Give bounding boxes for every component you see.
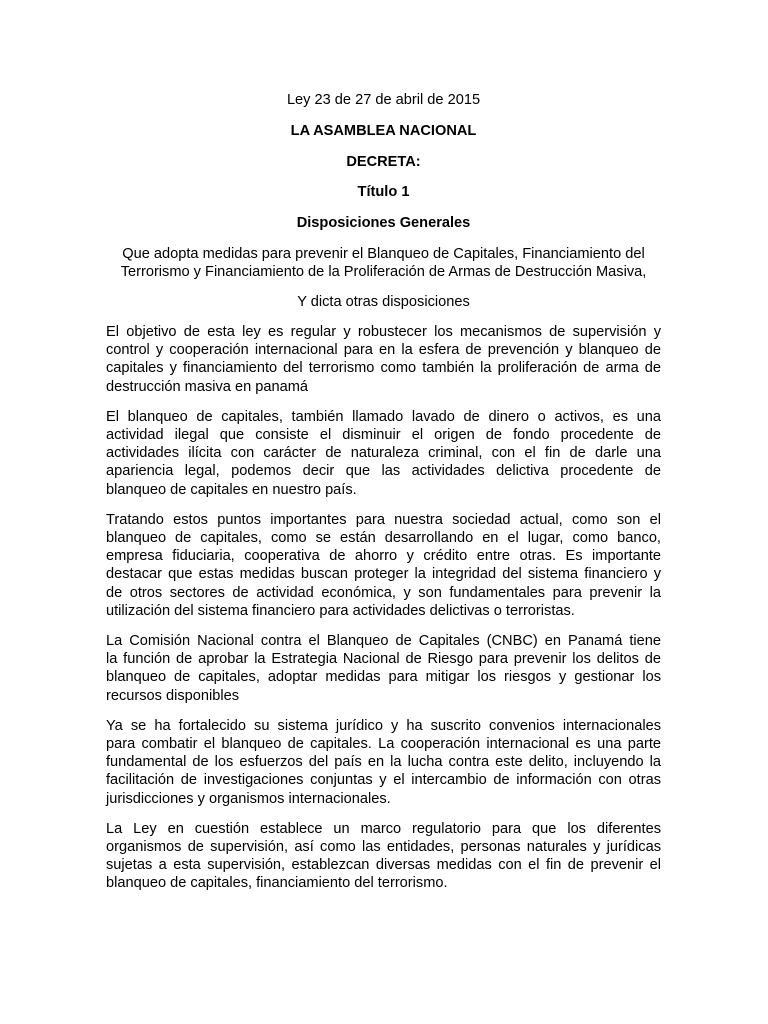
dictates-statement: Y dicta otras disposiciones (297, 294, 470, 310)
paragraph-line: utilización del sistema financiero para actividades delictivas o terroristas. (106, 602, 575, 619)
paragraph-line: blanqueo de capitales, financiamiento del terrorismo. (106, 875, 448, 892)
paragraph-line: empresa fiduciaria, cooperativa de ahorro y crédito entre otras. Es importante (106, 548, 661, 565)
paragraph-cooperation (106, 717, 661, 808)
paragraph-line: capitales y financiamiento del terrorismo como también la proliferación de arma de (106, 360, 661, 377)
paragraph-line: recursos disponibles (106, 687, 240, 704)
paragraph-line: organismos de supervisión, así como las entidades, personas naturales y jurídicas (106, 839, 661, 856)
title-name: Disposiciones Generales (296, 215, 471, 231)
paragraph-line: blanqueo de capitales, como se están desarrollando en el lugar, como banco, (106, 530, 661, 547)
paragraph-objective (106, 323, 661, 396)
paragraph-line: blanqueo de capitales en nuestro país. (106, 481, 357, 498)
paragraph-line: sujetas a esta supervisión, establezcan diversas medidas con el fin de prevenir el (106, 857, 661, 874)
decree-heading: DECRETA: (346, 154, 421, 170)
paragraph-regulatory-framework (106, 820, 661, 893)
paragraph-line: para combatir el blanqueo de capitales. La cooperación internacional es una parte (106, 736, 661, 753)
adopts-line: Que adopta medidas para prevenir el Blanqueo de Capitales, Financiamiento del (122, 246, 645, 262)
paragraph-line: La Comisión Nacional contra el Blanqueo de Capitales (CNBC) en Panamá tiene (106, 633, 661, 650)
paragraph-line: blanqueo de capitales, adoptar medidas para mitigar los riesgos y gestionar los (106, 669, 661, 686)
paragraph-line: de otros sectores de actividad económica, y son fundamentales para prevenir la (106, 584, 661, 601)
adopts-line: Terrorismo y Financiamiento de la Proliferación de Armas de Destrucción Masiva, (120, 264, 647, 280)
paragraph-line: El blanqueo de capitales, también llamado lavado de dinero o activos, es una (106, 408, 661, 425)
paragraph-line: jurisdicciones y organismos internacionales. (106, 790, 391, 807)
assembly-heading: LA ASAMBLEA NACIONAL (290, 123, 477, 139)
paragraph-line: La Ley en cuestión establece un marco regulatorio para que los diferentes (106, 820, 661, 837)
paragraph-line: actividad ilegal que consiste el disminuir el origen de fondo procedente de (106, 427, 661, 444)
paragraph-commission (106, 632, 661, 705)
paragraph-line: la función de aprobar la Estrategia Nacional de Riesgo para prevenir los delitos de (106, 651, 661, 668)
document-page (106, 88, 661, 893)
paragraph-line: destrucción masiva en panamá (106, 378, 308, 395)
paragraph-money-laundering (106, 408, 661, 499)
title-number: Título 1 (357, 184, 410, 200)
law-reference: Ley 23 de 27 de abril de 2015 (286, 92, 481, 108)
paragraph-line: control y cooperación internacional para en la esfera de prevención y blanqueo de (106, 342, 661, 359)
paragraph-line: actividades ilícita con carácter de naturaleza criminal, con el fin de darle una (106, 445, 661, 462)
paragraph-line: fundamental de los esfuerzos del país en la lucha contra este delito, incluyendo la (106, 754, 661, 771)
paragraph-line: destacar que estas medidas buscan proteger la integridad del sistema financiero y (106, 566, 661, 583)
paragraph-line: Tratando estos puntos importantes para nuestra sociedad actual, como son el (106, 511, 661, 528)
adopts-statement (106, 245, 661, 281)
paragraph-line: El objetivo de esta ley es regular y robustecer los mecanismos de supervisión y (106, 324, 661, 340)
paragraph-line: Ya se ha fortalecido su sistema jurídico y ha suscrito convenios internacionales (106, 717, 661, 734)
paragraph-line: facilitación de investigaciones conjuntas y el intercambio de información con otras (106, 772, 661, 789)
paragraph-importance (106, 511, 661, 620)
paragraph-line: apariencia legal, podemos decir que las actividades delictiva procedente de (106, 463, 661, 480)
